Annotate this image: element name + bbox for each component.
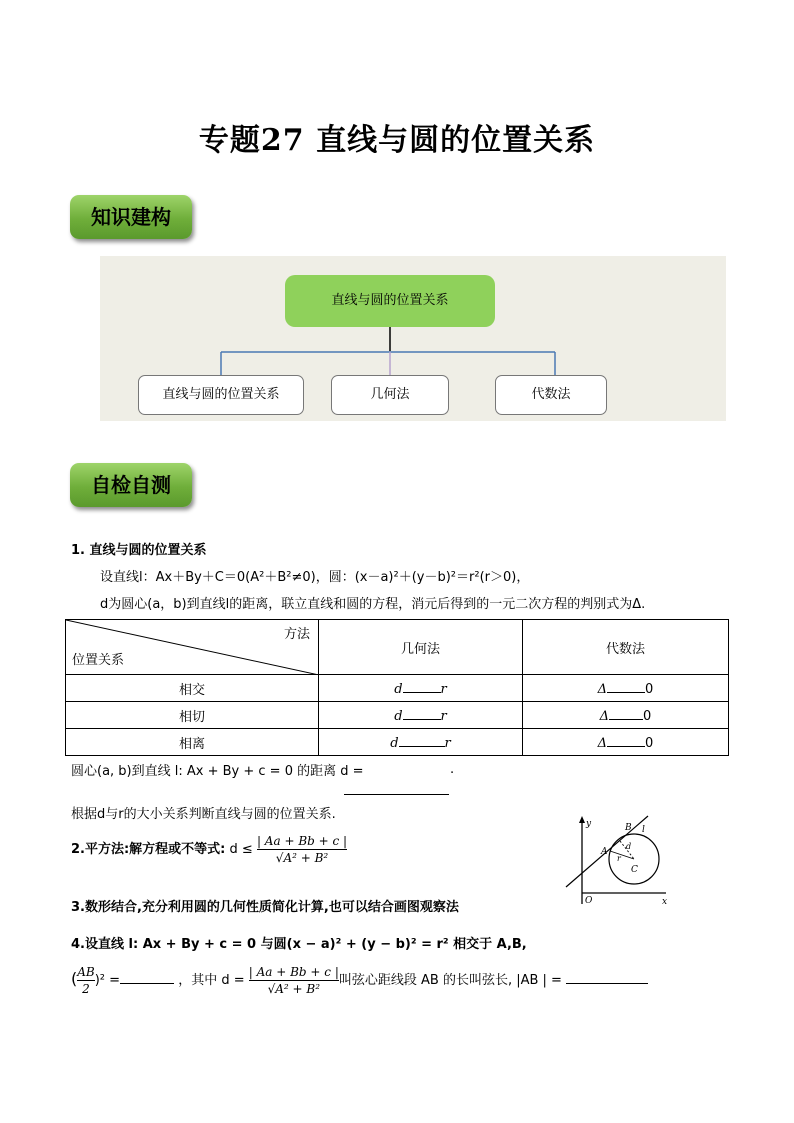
item2-numerator: | Aa + Bb + c |	[256, 833, 348, 848]
section-knowledge-label: 知识建构	[70, 195, 192, 239]
item4-distance-fraction	[249, 965, 339, 997]
item2-label: 2.平方法:解方程或不等式:	[71, 842, 226, 857]
item4-blank-1	[120, 971, 174, 984]
label-l: l	[642, 825, 645, 835]
item4-denominator: √A² + B²	[249, 980, 339, 997]
relation-table	[65, 619, 729, 756]
row-separate-algebra: Δ 0	[523, 729, 729, 756]
corner-method-label: 方法	[283, 627, 310, 642]
row-separate-geometry: d r	[319, 729, 523, 756]
table-corner-cell	[66, 620, 319, 675]
item2-denominator: √A² + B²	[257, 849, 347, 866]
table-header-algebra: 代数法	[523, 620, 729, 675]
distance-answer-blank	[344, 794, 449, 795]
distance-end-dot: .	[450, 762, 455, 777]
item4-numerator: | Aa + Bb + c |	[248, 964, 339, 979]
row-intersect-geometry: d r	[319, 675, 523, 702]
item1-heading: 1. 直线与圆的位置关系	[71, 543, 207, 558]
item2-lhs: d ≤	[229, 842, 253, 857]
label-origin: O	[585, 896, 593, 906]
row-tangent-geometry: d r	[319, 702, 523, 729]
row-intersect-label: 相交	[66, 675, 319, 702]
label-x: x	[662, 897, 668, 906]
label-y: y	[586, 819, 592, 829]
item4-eq: )² =	[94, 973, 121, 988]
row-intersect-algebra: Δ 0	[523, 675, 729, 702]
distance-formula-line: 圆心(a, b)到直线 l: Ax + By + c = 0 的距离 d =	[71, 764, 364, 779]
circle-line-figure	[558, 812, 670, 906]
corner-relation-label: 位置关系	[72, 653, 125, 668]
row-tangent-label: 相切	[66, 702, 319, 729]
page-title: 专题27 直线与圆的位置关系	[198, 123, 596, 158]
row-tangent-algebra: Δ 0	[523, 702, 729, 729]
item4-half-chord-num: AB	[77, 964, 95, 979]
label-a: A	[601, 847, 608, 857]
item4-blank-2	[566, 971, 648, 984]
label-r: r	[617, 854, 621, 863]
label-d: d	[626, 842, 632, 851]
item4-half-chord-den: 2	[77, 980, 94, 997]
item4-mid: ，其中 d =	[178, 973, 245, 988]
label-b: B	[625, 823, 632, 833]
item4-line1: 4.设直线 l: Ax + By + c = 0 与圆(x − a)² + (y − b)² = r² 相交于 A,B,	[71, 937, 527, 952]
item1-line1: 设直线l：Ax＋By＋C＝0(A²＋B²≠0)，圆：(x－a)²＋(y－b)²＝r²(r＞0)，	[100, 570, 530, 585]
section-selftest-label: 自检自测	[70, 463, 192, 507]
table-header-geometry: 几何法	[319, 620, 523, 675]
label-c: C	[631, 865, 638, 875]
diagram-root-node: 直线与圆的位置关系	[285, 275, 495, 327]
diagram-child-position: 直线与圆的位置关系	[138, 375, 304, 415]
item4-tail: 叫弦心距线段 AB 的长叫弦长, |AB | =	[338, 973, 562, 988]
item4-line2: ( $\frac{AB}{2}$ )² = ，其中 d = $\frac{| Aa + Bb + c |}{\text{√A² + B²}}$ 叫弦心距线段 AB 的长叫弦长, |AB | =	[71, 958, 648, 1000]
item4-half-chord-fraction	[77, 965, 94, 997]
item3-line: 3.数形结合,充分利用圆的几何性质简化计算,也可以结合画图观察法	[71, 900, 459, 915]
y-axis-arrow	[579, 816, 585, 823]
diagram-child-algebra: 代数法	[495, 375, 607, 415]
item2-line	[71, 830, 347, 870]
diagram-child-geometry: 几何法	[331, 375, 449, 415]
item2-distance-fraction	[257, 834, 347, 866]
item1-line2: d为圆心(a，b)到直线l的距离，联立直线和圆的方程，消元后得到的一元二次方程的判别式为Δ.	[100, 597, 646, 612]
row-separate-label: 相离	[66, 729, 319, 756]
judge-line: 根据d与r的大小关系判断直线与圆的位置关系.	[71, 807, 336, 822]
